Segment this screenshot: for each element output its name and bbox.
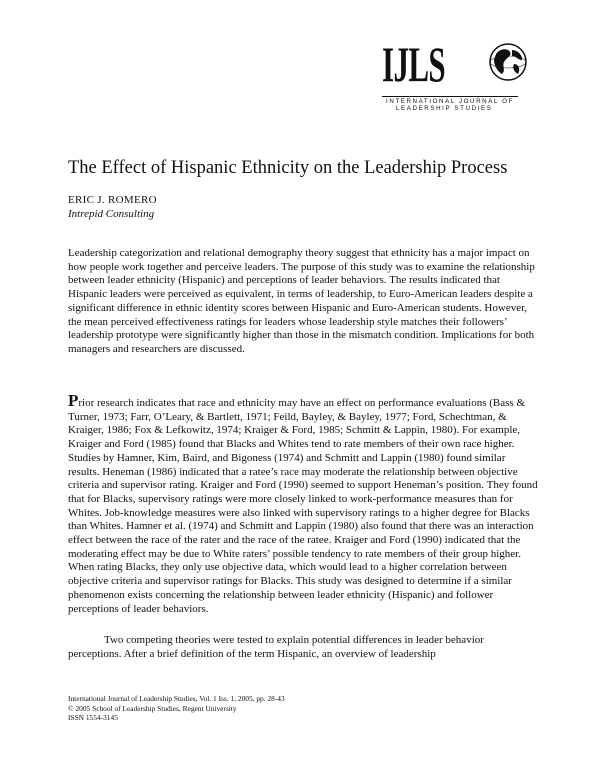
abstract: Leadership categorization and relational demography theory suggest that ethnicity has a major impact on how people work together and perceive leaders. The purpose of this study was to examine the relationship between leader ethnicity (Hispanic) and perceptions of leader behaviors. The results indicated that Hispanic leaders were perceived as equivalent, in terms of leadership, to Euro-American leaders despite a significant difference in ethnic identity scores between Hispanic and Euro-American students. However, the mean perceived effectiveness ratings for leaders whose leadership style matches their followers’ leadership prototype were significantly higher than those in the mismatch condition. Implications for both managers and researchers are discussed. [68, 247, 535, 355]
author-affiliation: Intrepid Consulting [68, 208, 155, 220]
body-paragraph-1-text: rior research indicates that race and ethnicity may have an effect on performance evaluations (Bass & Turner, 1973; Farr, O’Leary, & Bartlett, 1971; Feild, Bayley, & Bayley, 1977; Ford, Schechtman, & Kraiger, 1986; Fox & Lefkowitz, 1974; Kraiger & Ford, 1985; Schmitt & Lappin, 1980). For example, Kraiger and Ford (1985) found that Blacks and Whites tend to rate members of their own race higher. Studies by Hamner, Kim, Baird, and Bigoness (1974) and Schmitt and Lappin (1980) found similar results. Heneman (1986) indicated that a ratee’s race may moderate the relationship between objective criteria and supervisor rating. Kraiger and Ford (1990) seemed to support Heneman’s position. They found that for Blacks, supervisory ratings were more closely linked to work-performance measures than for Whites. Job-knowledge measures were also linked with supervisory ratings to a higher degree for Blacks than Whites. Hamner et al. (1974) and Schmitt and Lappin (1980) also found that there was an interaction effect between the race of the rater and the race of the ratee. Kraiger and Ford (1990) indicated that the moderating effect may be due to White raters’ possible tendency to rate members of their group higher. When rating Blacks, they only use objective data, which would lead to a higher correlation between objective criteria and supervisor ratings for Blacks. This study was designed to determine if a similar phenomenon exists concerning the relationship between leader ethnicity (Hispanic) and follower perceptions of leader behaviors. [68, 397, 538, 615]
logo-acronym: IJLS [382, 36, 446, 92]
author-name: ERIC J. ROMERO [68, 194, 157, 206]
article-title: The Effect of Hispanic Ethnicity on the Leadership Process [68, 158, 508, 178]
footer-issn: ISSN 1554-3145 [68, 713, 118, 722]
page-footer [68, 694, 285, 723]
globe-icon [488, 42, 528, 82]
logo-name-line2: LEADERSHIP STUDIES [396, 105, 493, 112]
logo-divider [382, 96, 518, 97]
footer-copyright: © 2005 School of Leadership Studies, Regent University [68, 703, 237, 713]
footer-citation: International Journal of Leadership Studies, Vol. 1 Iss. 1, 2005, pp. 28-43 [68, 694, 285, 703]
body-paragraph-2: Two competing theories were tested to explain potential differences in leader behavior perceptions. After a brief definition of the term Hispanic, an overview of leadership [68, 634, 484, 660]
drop-cap: P [68, 391, 79, 410]
journal-logo [382, 36, 532, 110]
logo-name-line1: INTERNATIONAL JOURNAL OF [386, 98, 514, 105]
body-paragraph-1 [68, 391, 538, 616]
